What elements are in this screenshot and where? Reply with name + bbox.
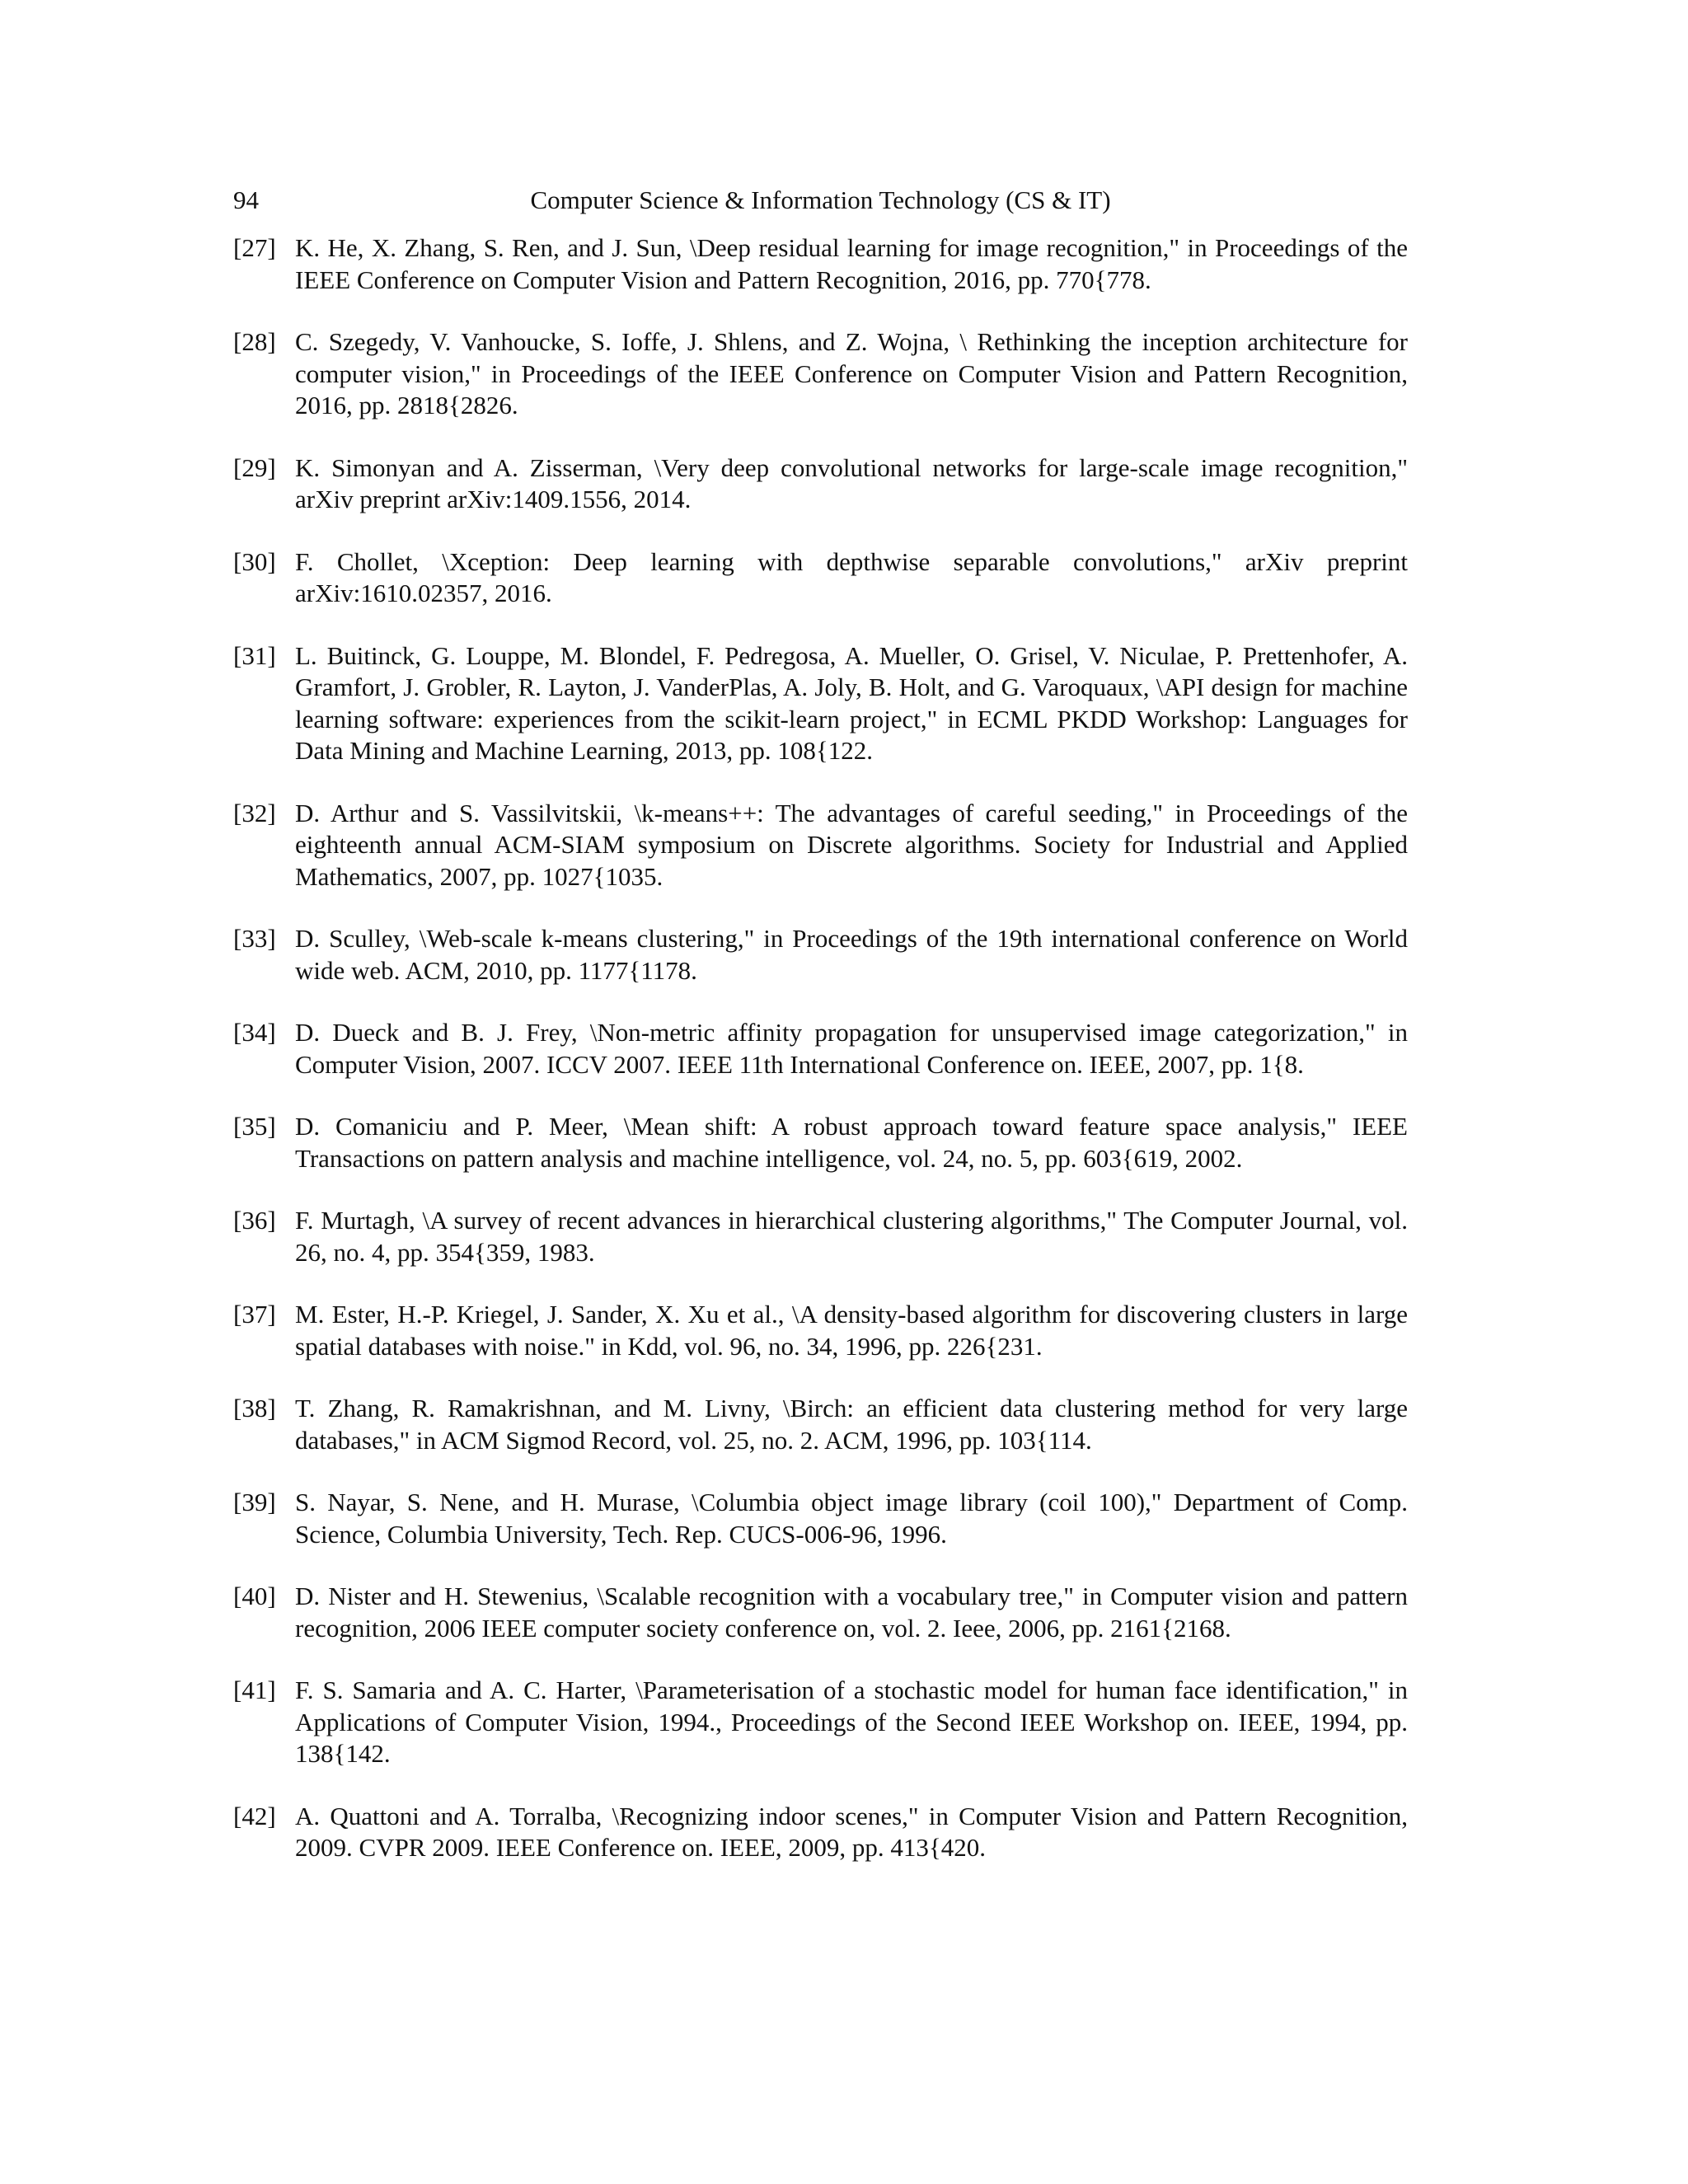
reference-item-38 (233, 1393, 1408, 1456)
reference-label: [32] (233, 798, 276, 827)
reference-label: [35] (233, 1112, 276, 1141)
reference-item-42 (233, 1801, 1408, 1864)
reference-text: D. Arthur and S. Vassilvitskii, \k-means++: The advantages of careful seeding," in Proceedings of the eighteenth annual ACM-SIAM symposium on Discrete algorithms. Society for Industrial and Applied Mathematics, 2007, pp. 1027{1035. (295, 798, 1408, 891)
reference-item-31 (233, 640, 1408, 767)
reference-item-41 (233, 1675, 1408, 1770)
reference-text: F. S. Samaria and A. C. Harter, \Parameterisation of a stochastic model for human face identification," in Applications of Computer Vision, 1994., Proceedings of the Second IEEE Workshop on. IEEE, 1994, pp. 138{142. (295, 1675, 1408, 1768)
reference-text: L. Buitinck, G. Louppe, M. Blondel, F. Pedregosa, A. Mueller, O. Grisel, V. Niculae, P. Prettenhofer, A. Gramfort, J. Grobler, R. Layton, J. VanderPlas, A. Joly, B. Holt, and G. Varoquaux, \API design for machine learning software: experiences from the scikit-learn project," in ECML PKDD Workshop: Languages for Data Mining and Machine Learning, 2013, pp. 108{122. (295, 640, 1408, 765)
reference-label: [27] (233, 233, 276, 262)
reference-text: D. Sculley, \Web-scale k-means clustering," in Proceedings of the 19th international conference on World wide web. ACM, 2010, pp. 1177{1178. (295, 924, 1408, 985)
reference-label: [34] (233, 1018, 276, 1047)
reference-item-34 (233, 1017, 1408, 1080)
page-number: 94 (233, 185, 259, 214)
reference-label: [40] (233, 1582, 276, 1610)
reference-item-28 (233, 326, 1408, 422)
reference-text: A. Quattoni and A. Torralba, \Recognizing indoor scenes," in Computer Vision and Pattern Recognition, 2009. CVPR 2009. IEEE Conference on. IEEE, 2009, pp. 413{420. (295, 1801, 1408, 1862)
reference-item-30 (233, 546, 1408, 610)
reference-text: K. Simonyan and A. Zisserman, \Very deep convolutional networks for large-scale image recognition," arXiv preprint arXiv:1409.1556, 2014. (295, 452, 1408, 513)
reference-item-32 (233, 798, 1408, 893)
reference-list (233, 232, 1408, 1895)
reference-item-35 (233, 1111, 1408, 1174)
reference-label: [31] (233, 640, 276, 670)
reference-label: [38] (233, 1394, 276, 1422)
reference-item-37 (233, 1299, 1408, 1362)
reference-label: [41] (233, 1675, 276, 1704)
reference-item-29 (233, 452, 1408, 516)
reference-label: [39] (233, 1488, 276, 1516)
reference-label: [30] (233, 546, 276, 576)
page-header (233, 181, 1408, 219)
reference-item-33 (233, 923, 1408, 987)
reference-label: [33] (233, 924, 276, 953)
reference-text: D. Nister and H. Stewenius, \Scalable recognition with a vocabulary tree," in Computer vision and pattern recognition, 2006 IEEE computer society conference on, vol. 2. Ieee, 2006, pp. 2161{2168. (295, 1582, 1408, 1643)
reference-text: F. Murtagh, \A survey of recent advances in hierarchical clustering algorithms," The Computer Journal, vol. 26, no. 4, pp. 354{359, 1983. (295, 1206, 1408, 1267)
reference-label: [42] (233, 1801, 276, 1830)
reference-text: T. Zhang, R. Ramakrishnan, and M. Livny, \Birch: an efficient data clustering method for very large databases," in ACM Sigmod Record, vol. 25, no. 2. ACM, 1996, pp. 103{114. (295, 1394, 1408, 1455)
reference-item-27 (233, 232, 1408, 296)
reference-item-39 (233, 1487, 1408, 1550)
reference-text: F. Chollet, \Xception: Deep learning with depthwise separable convolutions," arXiv preprint arXiv:1610.02357, 2016. (295, 546, 1408, 607)
reference-text: K. He, X. Zhang, S. Ren, and J. Sun, \Deep residual learning for image recognition," in Proceedings of the IEEE Conference on Computer Vision and Pattern Recognition, 2016, pp. 770{778. (295, 233, 1408, 294)
reference-item-36 (233, 1205, 1408, 1268)
reference-label: [28] (233, 327, 276, 356)
reference-text: C. Szegedy, V. Vanhoucke, S. Ioffe, J. Shlens, and Z. Wojna, \ Rethinking the inception architecture for computer vision," in Proceedings of the IEEE Conference on Computer Vision and Pattern Recognition, 2016, pp. 2818{2826. (295, 327, 1408, 419)
reference-text: S. Nayar, S. Nene, and H. Murase, \Columbia object image library (coil 100)," Department of Comp. Science, Columbia University, Tech. Rep. CUCS-006-96, 1996. (295, 1488, 1408, 1549)
reference-label: [29] (233, 452, 276, 482)
reference-item-40 (233, 1581, 1408, 1644)
running-title: Computer Science & Information Technology (CS & IT) (530, 185, 1111, 214)
reference-label: [36] (233, 1206, 276, 1235)
reference-text: D. Comaniciu and P. Meer, \Mean shift: A robust approach toward feature space analysis," IEEE Transactions on pattern analysis and machine intelligence, vol. 24, no. 5, pp. 603{619, 2002. (295, 1112, 1408, 1173)
reference-text: D. Dueck and B. J. Frey, \Non-metric affinity propagation for unsupervised image categorization," in Computer Vision, 2007. ICCV 2007. IEEE 11th International Conference on. IEEE, 2007, pp. 1{8. (295, 1018, 1408, 1079)
reference-label: [37] (233, 1300, 276, 1329)
reference-text: M. Ester, H.-P. Kriegel, J. Sander, X. Xu et al., \A density-based algorithm for discovering clusters in large spatial databases with noise." in Kdd, vol. 96, no. 34, 1996, pp. 226{231. (295, 1300, 1408, 1361)
